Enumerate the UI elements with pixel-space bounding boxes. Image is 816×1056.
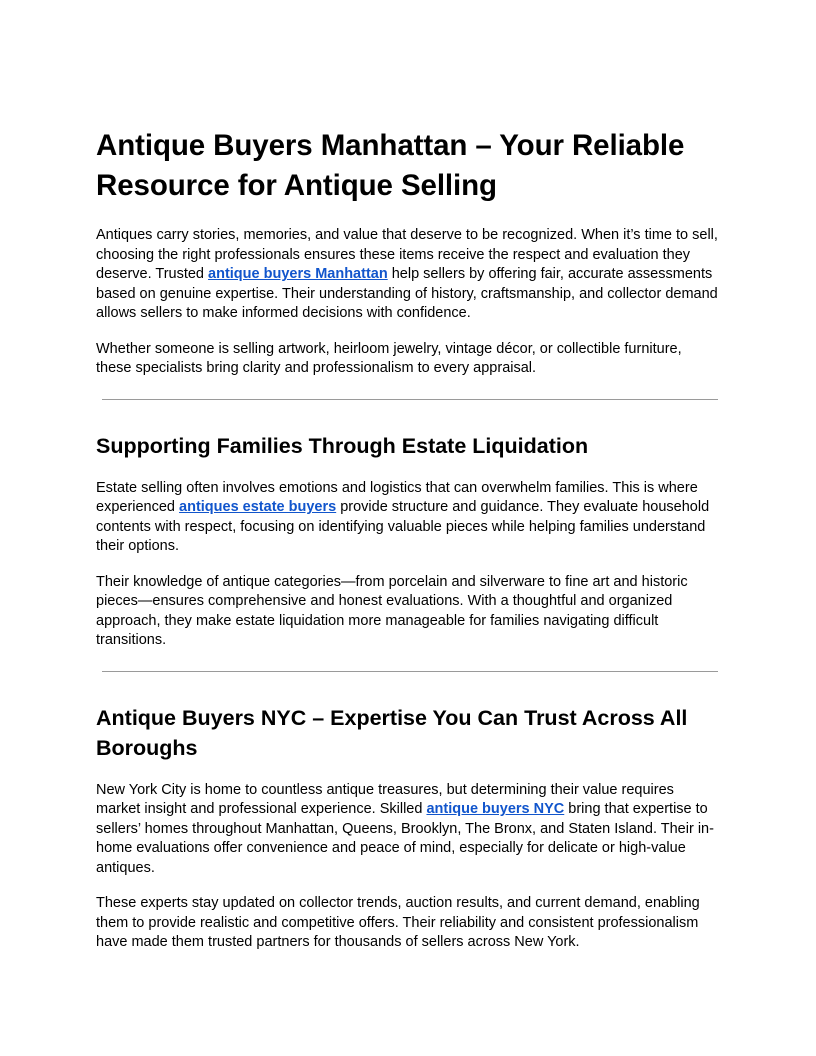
antiques-estate-buyers-link[interactable]: antiques estate buyers	[179, 499, 337, 515]
nyc-paragraph-1	[96, 781, 720, 879]
estate-paragraph-2: Their knowledge of antique categories—from porcelain and silverware to fine art and historic pieces—ensures comprehensive and honest evaluations. With a thoughtful and organized approach, they make estate liquidation more manageable for families navigating difficult transitions.	[96, 573, 688, 648]
intro-paragraph-1-text-after: help sellers by offering fair, accurate assessments based on genuine expertise. Their understanding of history, craftsmanship, and collector demand allows sellers to make informed decisions with confidence.	[96, 266, 718, 321]
section-heading-antique-buyers-nyc: Antique Buyers NYC – Expertise You Can Trust Across All Boroughs	[96, 705, 688, 760]
section-heading-estate-liquidation: Supporting Families Through Estate Liquidation	[96, 433, 589, 458]
antique-buyers-manhattan-link[interactable]: antique buyers Manhattan	[208, 266, 388, 282]
intro-paragraph-1-text-before: Antiques carry stories, memories, and value that deserve to be recognized. When it’s time to sell, choosing the right professionals ensures these items receive the respect and evaluation they deserve. Trusted	[96, 227, 718, 282]
estate-paragraph-1	[96, 479, 720, 557]
estate-paragraph-1-text-before: Estate selling often involves emotions and logistics that can overwhelm families. This is where experienced	[96, 479, 698, 515]
page-title: Antique Buyers Manhattan – Your Reliable Resource for Antique Selling	[96, 129, 685, 202]
intro-paragraph-2: Whether someone is selling artwork, heirloom jewelry, vintage décor, or collectible furniture, these specialists bring clarity and professionalism to every appraisal.	[96, 340, 682, 376]
nyc-paragraph-2: These experts stay updated on collector trends, auction results, and current demand, enabling them to provide realistic and competitive offers. Their reliability and consistent professionalism have made them trusted partners for thousands of sellers across New York.	[96, 895, 700, 950]
document-page	[96, 126, 720, 969]
estate-paragraph-1-text-after: provide structure and guidance. They evaluate household contents with respect, focusing on identifying valuable pieces while helping families understand their options.	[96, 499, 710, 554]
nyc-paragraph-1-text-after: bring that expertise to sellers’ homes throughout Manhattan, Queens, Brooklyn, The Bronx, and Staten Island. Their in-home evaluations offer convenience and peace of mind, especially for delicate or high-value antiques.	[96, 801, 714, 876]
antique-buyers-nyc-link[interactable]: antique buyers NYC	[426, 801, 565, 817]
intro-paragraph-1	[96, 226, 720, 324]
nyc-paragraph-1-text-before: New York City is home to countless antique treasures, but determining their value requires market insight and professional experience. Skilled	[96, 781, 674, 817]
